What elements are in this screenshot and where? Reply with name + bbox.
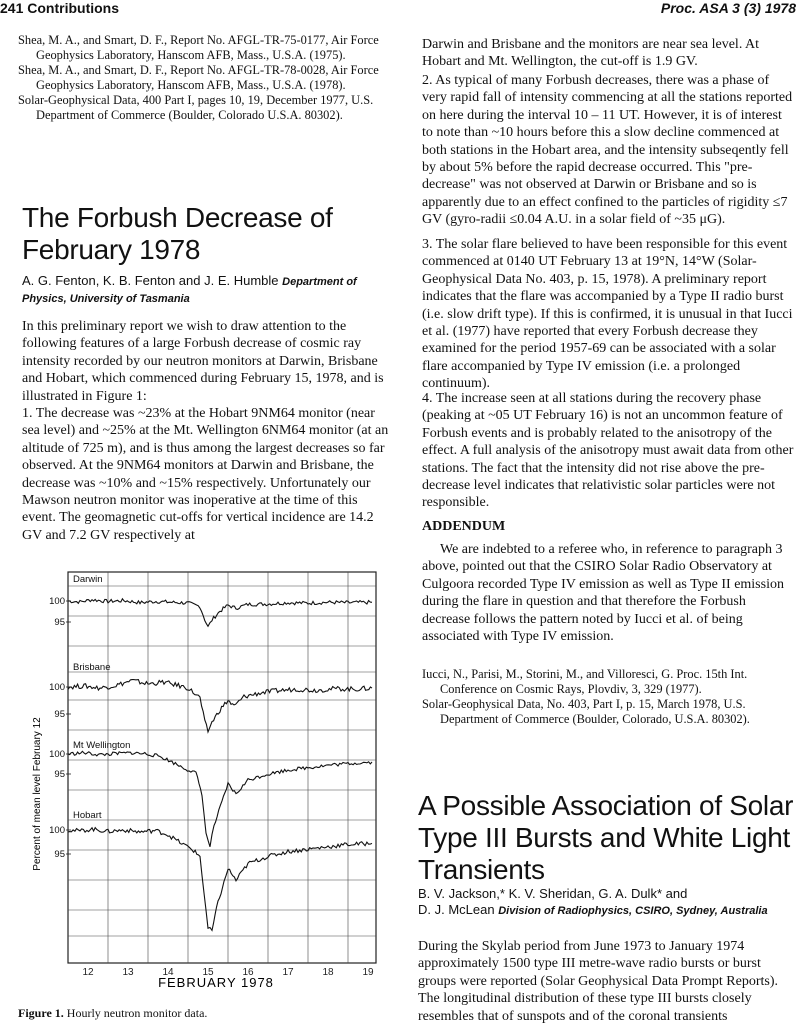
- addendum-heading: ADDENDUM: [422, 519, 506, 534]
- reference-item: Iucci, N., Parisi, M., Storini, M., and Villoresci, G. Proc. 15th Int. Conference on Cosmic Rays, Plovdiv, 3, 329 (1977).: [422, 667, 748, 696]
- article-authors: [22, 273, 398, 307]
- paragraph-1: 1. The decrease was ~23% at the Hobart 9NM64 monitor (near sea level) and ~25% at the Mt. Wellington 6NM64 monitor (at an altitude of 725 m), and is thus among the largest decreases so far observed. At the 9NM64 monitors at Darwin and Brisbane, the decrease was ~10% and ~15% respectively. Unfortunately our Mawson neutron monitor was inoperative at the time of this event. The geomagnetic cut-offs for vertical incidence are 14.2 GV and 7.2 GV respectively at: [22, 406, 389, 543]
- reference-item: Shea, M. A., and Smart, D. F., Report No. AFGL-TR-75-0177, Air Force Geophysics Laboratory, Hanscom AFB, Mass., U.S.A. (1975).: [18, 33, 379, 62]
- series-line: [68, 751, 372, 847]
- header-journal-citation: Proc. ASA 3 (3) 1978: [660, 0, 796, 16]
- x-tick-label: 14: [162, 967, 174, 978]
- figure-caption-label: Figure 1.: [18, 1006, 64, 1020]
- paragraph-3: 3. The solar flare believed to have been responsible for this event commenced at 0140 UT February 13 at 19°N, 14°W (Solar-Geophysical Data No. 403, p. 15, 1978). A preliminary report indicates that the flare was accompanied by a Type II radio burst (i.e. slow drift type). If this is confirmed, it is unusual in that Iucci et al. (1977) have reported that every Forbush decrease they examined for the period 1957-69 can be associated with a solar flare accompanied by Type IV emission (i.e. a prolonged continuum).: [422, 237, 793, 392]
- series-label: Brisbane: [73, 662, 111, 673]
- figure-labels: [49, 574, 374, 978]
- figure-caption-text: Hourly neutron monitor data.: [66, 1006, 208, 1020]
- series-label: Hobart: [73, 810, 102, 821]
- series-line: [68, 680, 372, 733]
- series-label: Darwin: [73, 574, 103, 585]
- paragraph-2: 2. As typical of many Forbush decreases, there was a phase of very rapid fall of intensity commencing at all the stations reported on here during the interval 10 – 11 UT. However, it is of interest to note than ~10 hours before this a slow decline commenced at both stations in the Hobart area, and the intensity subseqently fell by about 5% before the rapid decrease occurred. This "pre-decrease" was not observed at Darwin or Brisbane and so is apparently due to an effect confined to the particles of rigidity ≤7 GV (gyro-radii ≤0.04 A.U. in a solar field of ~35 μG).: [422, 73, 793, 228]
- x-tick-label: 19: [362, 967, 374, 978]
- reference-item: Solar-Geophysical Data, No. 403, Part I, p. 15, March 1978, U.S. Department of Commerce (Boulder, Colorado, U.S.A. 80302).: [422, 697, 750, 726]
- figure-grid: [66, 572, 376, 963]
- author-affiliation: Department of Physics, University of Tasmania: [22, 276, 357, 305]
- y-tick-label: 95: [54, 849, 65, 860]
- y-tick-label: 100: [49, 682, 65, 693]
- x-tick-label: 15: [202, 967, 214, 978]
- x-axis-label: FEBRUARY 1978: [158, 975, 274, 990]
- reference-item: Solar-Geophysical Data, 400 Part I, pages 10, 19, December 1977, U.S. Department of Commerce (Boulder, Colorado U.S.A. 80302).: [18, 93, 374, 122]
- intro-paragraph: In this preliminary report we wish to draw attention to the following features of a large Forbush decrease of cosmic ray intensity recorded by our neutron monitors at Darwin, Brisbane and Hobart, which commenced during February 15, 1978, and is illustrated in Figure 1:: [22, 319, 384, 404]
- x-tick-label: 12: [82, 967, 94, 978]
- author-affiliation: Division of Radiophysics, CSIRO, Sydney, Australia: [498, 905, 768, 917]
- second-article-title: A Possible Association of Solar Type III Bursts and White Light Transients: [418, 790, 794, 885]
- neutron-monitor-figure: [18, 564, 382, 1004]
- series-line: [68, 599, 372, 627]
- second-article-authors: [418, 886, 798, 919]
- addendum-text: We are indebted to a referee who, in reference to paragraph 3 above, pointed out that the CSIRO Solar Radio Observatory at Culgoora recorded Type IV emission as well as Type II emission during the flare in question and that therefore the Forbush decrease follows the pattern noted by Iucci et al. of being associated with Type IV emission.: [422, 542, 784, 645]
- series-label: Mt Wellington: [73, 740, 131, 751]
- paragraph-4: 4. The increase seen at all stations during the recovery phase (peaking at ~05 UT February 16) is not an uncommon feature of Forbush events and is probably related to the anisotropy of the effect. A full analysis of the anisotropy must await data from other stations. The fact that the intensity did not rise above the pre-decrease level indicates that relativistic solar particles were not responsible.: [422, 391, 794, 511]
- author-line-2: [418, 902, 798, 919]
- figure-caption: [18, 1006, 207, 1021]
- y-tick-label: 100: [49, 596, 65, 607]
- author-names: D. J. McLean: [418, 902, 495, 917]
- second-article-intro: During the Skylab period from June 1973 to January 1974 approximately 1500 type III metre-wave radio bursts or burst groups were reported (Solar Geophysical Data Prompt Reports). The longitudinal distribution of these type III bursts closely resembles that of sunspots and of the coronal transients: [418, 939, 779, 1024]
- header-page-section: 241 Contributions: [0, 0, 120, 16]
- article-title: The Forbush Decrease of February 1978: [22, 202, 333, 265]
- running-header: [0, 0, 800, 18]
- paragraph-1-continued: Darwin and Brisbane and the monitors are near sea level. At Hobart and Mt. Wellington, the cut-off is 1.9 GV.: [422, 37, 760, 70]
- y-axis-label: Percent of mean level February 12: [32, 717, 43, 871]
- x-tick-label: 17: [282, 967, 294, 978]
- series-line: [68, 828, 372, 931]
- previous-article-references: [18, 33, 396, 123]
- y-tick-label: 100: [49, 749, 65, 760]
- x-tick-label: 16: [242, 967, 254, 978]
- plot-frame: [68, 572, 376, 963]
- author-line-1: B. V. Jackson,* K. V. Sheridan, G. A. Dulk* and: [418, 886, 688, 901]
- x-tick-label: 13: [122, 967, 134, 978]
- y-tick-label: 95: [54, 769, 65, 780]
- y-tick-label: 100: [49, 825, 65, 836]
- y-tick-label: 95: [54, 709, 65, 720]
- x-tick-label: 18: [322, 967, 334, 978]
- author-names: A. G. Fenton, K. B. Fenton and J. E. Humble: [22, 273, 279, 288]
- article-references: [422, 667, 794, 727]
- figure-curves: [68, 599, 372, 931]
- reference-item: Shea, M. A., and Smart, D. F., Report No. AFGL-TR-78-0028, Air Force Geophysics Laboratory, Hanscom AFB, Mass., U.S.A. (1978).: [18, 63, 379, 92]
- y-tick-label: 95: [54, 617, 65, 628]
